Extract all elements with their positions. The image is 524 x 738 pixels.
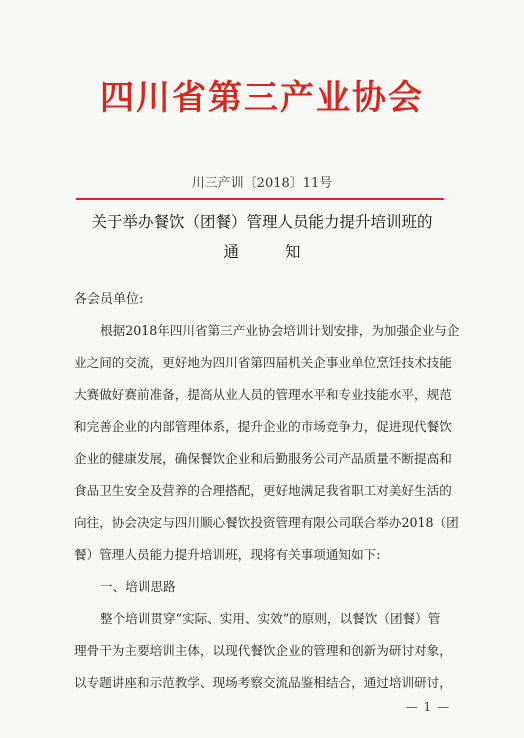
paragraph-line: 餐）管理人员能力提升培训班，现将有关事项通知如下: <box>74 547 381 562</box>
paragraph-line: 业之间的交流，更好地为四川省第四届机关企事业单位烹饪技术技能 <box>74 355 452 370</box>
notice-title: 关于举办餐饮（团餐）管理人员能力提升培训班的 <box>91 213 433 231</box>
document-number: 川三产训〔2018〕11号 <box>191 176 333 191</box>
paragraph-line: 根据2018年四川省第三产业协会培训计划安排，为加强企业与企 <box>100 323 460 338</box>
page-number: — 1 — <box>405 700 450 714</box>
paragraph-line: 理骨干为主要培训主体，以现代餐饮企业的管理和创新为研讨对象， <box>74 643 452 658</box>
section-heading: 一、培训思路 <box>100 579 176 594</box>
red-divider <box>76 198 444 200</box>
organization-title: 四川省第三产业协会 <box>100 78 424 118</box>
salutation: 各会员单位: <box>74 292 144 307</box>
paragraph-line: 向往，协会决定与四川顺心餐饮投资管理有限公司联合举办2018（团 <box>74 515 459 530</box>
paragraph-line: 以专题讲座和示范教学、现场考察交流品鉴相结合，通过培训研讨， <box>74 675 452 690</box>
notice-subtitle: 通知 <box>223 243 347 261</box>
paragraph-line: 和完善企业的内部管理体系，提升企业的市场竞争力，促进现代餐饮 <box>74 419 452 434</box>
paragraph-line: 整个培训贯穿“实际、实用、实效”的原则，以餐饮（团餐）管 <box>100 611 441 626</box>
paragraph-line: 企业的健康发展，确保餐饮企业和后勤服务公司产品质量不断提高和 <box>74 451 452 466</box>
paragraph-line: 食品卫生安全及营养的合理搭配，更好地满足我省职工对美好生活的 <box>74 483 452 498</box>
paragraph-line: 大赛做好赛前准备，提高从业人员的管理水平和专业技能水平，规范 <box>74 387 452 402</box>
